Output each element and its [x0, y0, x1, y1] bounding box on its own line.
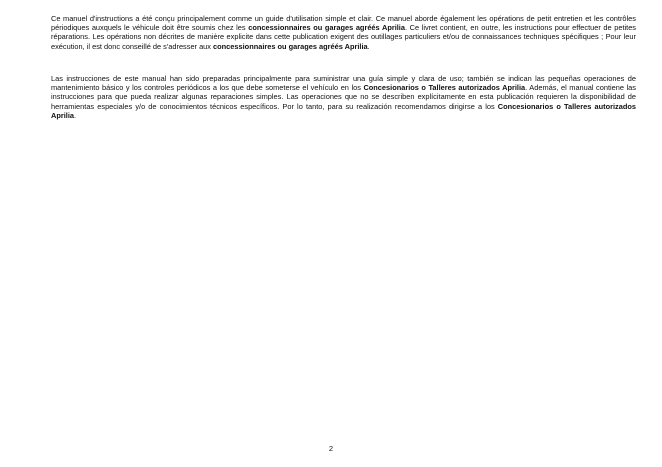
page-number: 2: [328, 444, 334, 453]
es-text-part-2: . Además, el manual contiene las instrucciones para que pueda realizar algunas reparaciones simples. Las operaciones que no se describen explícitamente en esta publicación requieren la disponibilidad de herramientas especiales y/o de conocimientos técnicos específicos. Por lo tanto, para su realización recomendamos dirigirse a los: [51, 83, 636, 111]
es-dealer-name-1: Concesionarios o Talleres autorizados Aprilia: [363, 83, 526, 93]
fr-text-part-2: . Ce livret contient, en outre, les instructions pour effectuer de petites réparations. Les opérations non décrites de manière explicite dans cette publication exigent des outillages particuliers et/ou de connaissances techniques spécifiques ; Pour leur exécution, il est donc conseillé de s'adresser aux: [51, 23, 636, 51]
es-text-part-1: Las instrucciones de este manual han sido preparadas principalmente para suministrar una guía simple y clara de uso; también se indican las pequeñas operaciones de mantenimiento básico y los controles periódicos a los que debe someterse el vehículo en los: [51, 74, 636, 93]
fr-dealer-name-1: concessionnaires ou garages agréés Aprilia: [248, 23, 405, 33]
fr-text-part-1: Ce manuel d'instructions a été conçu principalement comme un guide d'utilisation simple et clair. Ce manuel aborde également les opérations de petit entretien et les contrôles périodiques auxquels le véhicule doit être soumis chez les: [51, 14, 636, 33]
intro-paragraph-french: [51, 14, 636, 51]
intro-paragraph-spanish: [51, 74, 636, 120]
fr-text-part-3: .: [367, 41, 370, 51]
es-text-part-3: .: [74, 110, 77, 120]
es-dealer-name-2: Concesionarios o Talleres autorizados Aprilia: [51, 101, 636, 120]
fr-dealer-name-2: concessionnaires ou garages agréés Aprilia: [213, 41, 368, 51]
